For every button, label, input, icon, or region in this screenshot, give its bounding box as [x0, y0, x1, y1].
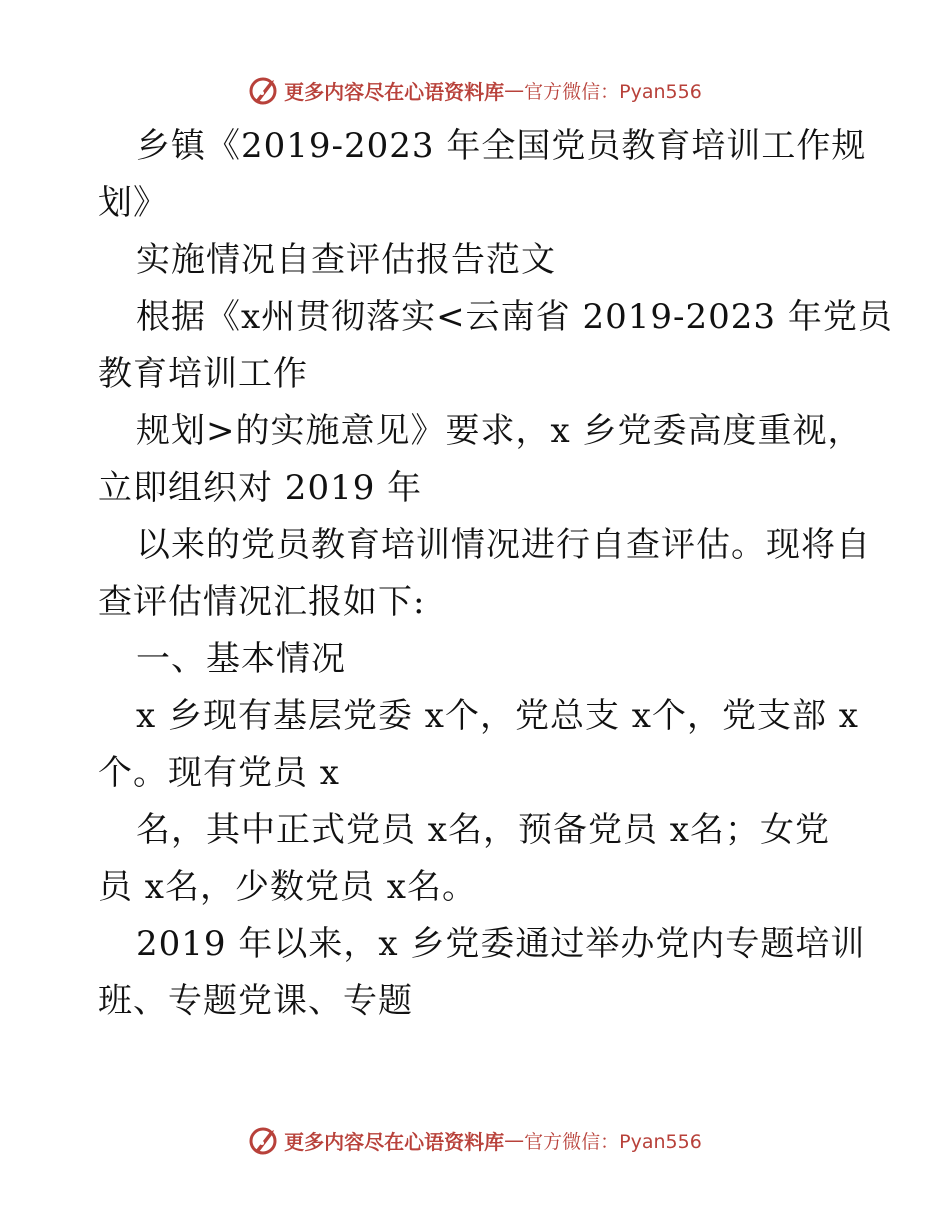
pen-in-circle-icon [248, 74, 280, 106]
paragraph-line: 2019 年以来，x 乡党委通过举办党内专题培训 [136, 924, 866, 964]
subtitle-line: 实施情况自查评估报告范文 [136, 240, 556, 280]
banner-separator: — [504, 1128, 525, 1152]
paragraph-line: 名，其中正式党员 x名，预备党员 x名；女党 [136, 810, 830, 850]
paragraph-line: 查评估情况汇报如下: [98, 582, 426, 622]
title-line-1: 乡镇《2019-2023 年全国党员教育培训工作规 [136, 126, 867, 166]
paragraph-line: x 乡现有基层党委 x个，党总支 x个，党支部 x [136, 696, 859, 736]
banner-wechat: 官方微信：Pyan556 [524, 1130, 702, 1153]
paragraph-line: 个。现有党员 x [98, 753, 340, 793]
paragraph-line: 教育培训工作 [98, 354, 308, 394]
paragraph-line: 以来的党员教育培训情况进行自查评估。现将自 [136, 525, 871, 565]
paragraph-line: 员 x名，少数党员 x名。 [98, 867, 477, 907]
banner-separator: — [504, 78, 525, 102]
section-heading: 一、基本情况 [136, 639, 346, 679]
document-body [98, 118, 893, 1030]
pen-in-circle-icon [248, 1124, 280, 1156]
header-banner [0, 70, 950, 110]
paragraph-line: 规划>的实施意见》要求，x 乡党委高度重视， [136, 411, 863, 451]
paragraph-line: 根据《x州贯彻落实<云南省 2019-2023 年党员 [136, 297, 893, 337]
footer-banner [0, 1120, 950, 1160]
paragraph-line: 班、专题党课、专题 [98, 981, 413, 1021]
banner-wechat: 官方微信：Pyan556 [524, 80, 702, 103]
banner-text: 更多内容尽在心语资料库 [284, 79, 505, 104]
banner-text: 更多内容尽在心语资料库 [284, 1129, 505, 1154]
paragraph-line: 立即组织对 2019 年 [98, 468, 423, 508]
title-line-2: 划》 [98, 183, 168, 223]
